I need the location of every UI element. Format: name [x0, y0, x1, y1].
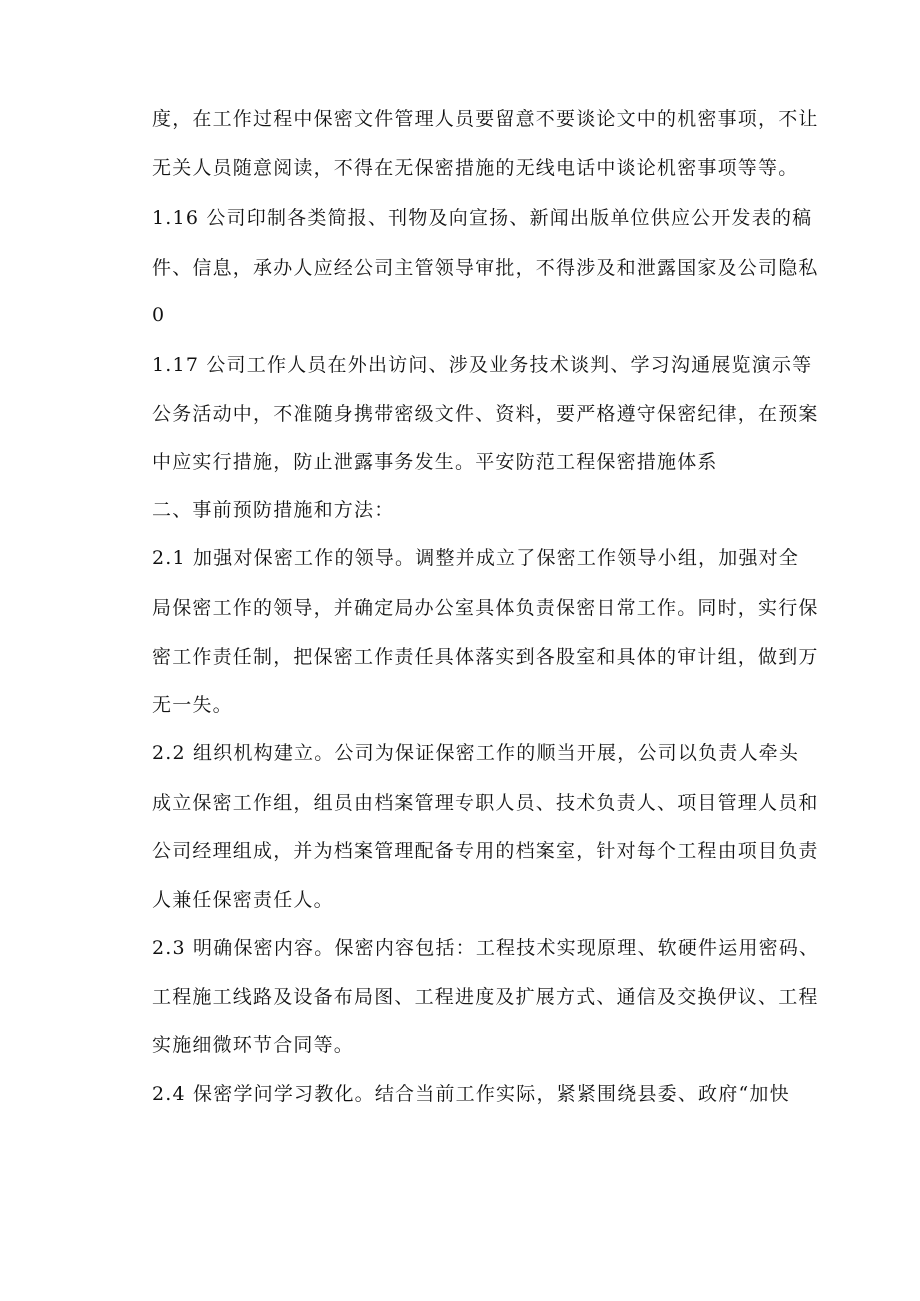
text-line: 1.17 公司工作人员在外出访问、涉及业务技术谈判、学习沟通展览演示等	[152, 354, 813, 376]
text-line: 件、信息，承办人应经公司主管领导审批，不得涉及和泄露国家及公司隐私	[152, 257, 819, 279]
text-line: 2.4 保密学问学习教化。结合当前工作实际，紧紧围绕县委、政府“加快	[152, 1083, 790, 1105]
text-line: 2.3 明确保密内容。保密内容包括：工程技术实现原理、软硬件运用密码、	[152, 937, 820, 959]
text-line: 公务活动中，不准随身携带密级文件、资料，要严格遵守保密纪律，在预案	[152, 403, 819, 425]
text-line: 2.1 加强对保密工作的领导。调整并成立了保密工作领导小组，加强对全	[152, 547, 800, 569]
text-line: 1.16 公司印制各类简报、刊物及向宣扬、新闻出版单位供应公开发表的稿	[152, 207, 813, 229]
text-line: 人兼任保密责任人。	[152, 889, 334, 911]
text-line: 局保密工作的领导，并确定局办公室具体负责保密日常工作。同时，实行保	[152, 597, 819, 619]
text-line: 2.2 组织机构建立。公司为保证保密工作的顺当开展，公司以负责人牵头	[152, 742, 800, 764]
text-line: 公司经理组成，并为档案管理配备专用的档案室，针对每个工程由项目负责	[152, 840, 819, 862]
text-line: 0	[152, 304, 166, 326]
text-line: 密工作责任制，把保密工作责任具体落实到各股室和具体的审计组，做到万	[152, 646, 819, 668]
text-line: 度，在工作过程中保密文件管理人员要留意不要谈论文中的机密事项，不让	[152, 108, 819, 130]
text-line: 成立保密工作组，组员由档案管理专职人员、技术负责人、项目管理人员和	[152, 792, 819, 814]
text-line: 实施细微环节合同等。	[152, 1034, 355, 1056]
text-line: 无一失。	[152, 694, 233, 716]
text-line: 无关人员随意阅读，不得在无保密措施的无线电话中谈论机密事项等等。	[152, 157, 799, 179]
text-line: 中应实行措施，防止泄露事务发生。平安防范工程保密措施体系	[152, 451, 718, 473]
text-line: 工程施工线路及设备布局图、工程进度及扩展方式、通信及交换伊议、工程	[152, 986, 819, 1008]
section-heading: 二、事前预防措施和方法：	[152, 499, 395, 521]
